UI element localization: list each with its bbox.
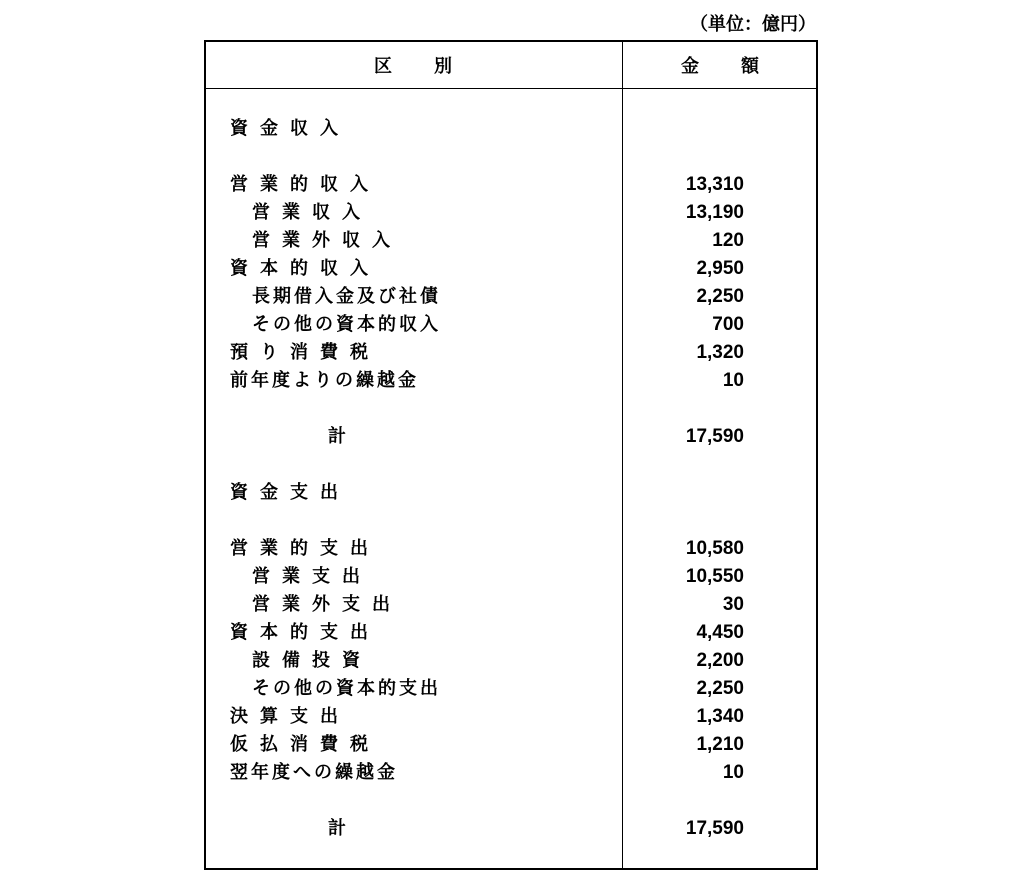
table-row	[206, 703, 816, 731]
row-label: 資金支出	[230, 482, 350, 503]
row-amount: 17,590	[685, 818, 744, 839]
table-row	[206, 199, 816, 227]
row-amount: 4,450	[696, 622, 744, 643]
row-label: その他の資本的支出	[252, 678, 441, 699]
header-amount: 金 額	[681, 56, 761, 77]
table-row	[206, 367, 816, 395]
row-amount: 10	[722, 762, 744, 783]
row-amount: 10	[722, 370, 744, 391]
row-label: 計	[328, 818, 346, 839]
row-label: 営業支出	[252, 566, 372, 587]
row-label: 仮払消費税	[230, 734, 380, 755]
table-row	[206, 619, 816, 647]
row-label: 営業的収入	[230, 174, 380, 195]
header-category: 区 別	[374, 56, 454, 77]
unit-label: （単位：億円）	[690, 14, 816, 35]
table-row	[206, 311, 816, 339]
table-row	[206, 563, 816, 591]
table-row	[206, 171, 816, 199]
fund-table	[204, 40, 818, 870]
table-row	[206, 255, 816, 283]
row-label: 預り消費税	[230, 342, 380, 363]
table-row	[206, 675, 816, 703]
row-label: 資本的収入	[230, 258, 380, 279]
table-row	[206, 339, 816, 367]
total-row-income	[206, 423, 816, 451]
row-label: 計	[328, 426, 346, 447]
table-row	[206, 647, 816, 675]
row-amount: 2,250	[696, 678, 744, 699]
row-label: 営業収入	[252, 202, 372, 223]
table-row	[206, 283, 816, 311]
table-row	[206, 535, 816, 563]
row-label: 前年度よりの繰越金	[230, 370, 419, 391]
row-amount: 1,210	[696, 734, 744, 755]
row-label: 資金収入	[230, 118, 350, 139]
header-divider	[206, 88, 816, 89]
section-heading-expenditure	[206, 479, 816, 507]
row-label: 長期借入金及び社債	[252, 286, 441, 307]
row-label: 資本的支出	[230, 622, 380, 643]
table-row	[206, 227, 816, 255]
row-amount: 120	[712, 230, 744, 251]
row-amount: 17,590	[685, 426, 744, 447]
row-label: 翌年度への繰越金	[230, 762, 398, 783]
row-amount: 2,200	[696, 650, 744, 671]
table-row	[206, 591, 816, 619]
row-amount: 30	[722, 594, 744, 615]
row-amount: 700	[712, 314, 744, 335]
row-amount: 10,580	[685, 538, 744, 559]
row-amount: 10,550	[685, 566, 744, 587]
row-label: 設備投資	[252, 650, 372, 671]
row-amount: 1,320	[696, 342, 744, 363]
row-amount: 2,250	[696, 286, 744, 307]
row-label: 営業外支出	[252, 594, 402, 615]
row-label: その他の資本的収入	[252, 314, 441, 335]
section-heading-income	[206, 115, 816, 143]
row-label: 営業的支出	[230, 538, 380, 559]
table-row	[206, 759, 816, 787]
table-row	[206, 731, 816, 759]
row-amount: 13,310	[685, 174, 744, 195]
row-label: 決算支出	[230, 706, 350, 727]
row-amount: 1,340	[696, 706, 744, 727]
row-label: 営業外収入	[252, 230, 402, 251]
row-amount: 13,190	[685, 202, 744, 223]
row-amount: 2,950	[696, 258, 744, 279]
total-row-expenditure	[206, 815, 816, 843]
